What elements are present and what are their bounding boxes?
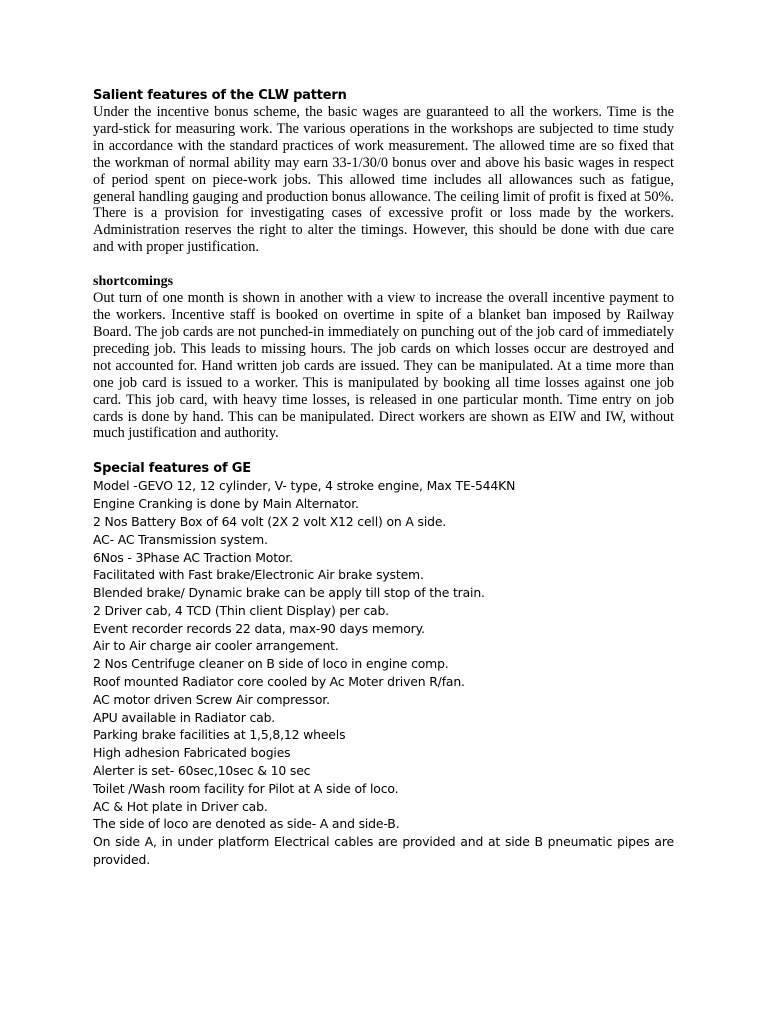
- section-heading-shortcomings: shortcomings: [93, 274, 174, 290]
- list-item: AC motor driven Screw Air compressor.: [93, 691, 330, 707]
- document-page: [93, 86, 674, 869]
- section-heading-clw-pattern: Salient features of the CLW pattern: [93, 88, 347, 103]
- list-item: 2 Nos Centrifuge cleaner on B side of loco in engine comp.: [93, 656, 449, 672]
- list-item: AC- AC Transmission system.: [93, 531, 268, 547]
- list-item: Event recorder records 22 data, max-90 days memory.: [93, 620, 425, 636]
- spacer: [93, 256, 674, 273]
- section-heading-special-features-ge: Special features of GE: [93, 461, 251, 477]
- feature-list: [93, 477, 674, 869]
- list-item: The side of loco are denoted as side- A and side-B.: [93, 816, 400, 832]
- list-item: 2 Driver cab, 4 TCD (Thin client Display) per cab.: [93, 602, 389, 618]
- list-item: On side A, in under platform Electrical cables are provided and at side B pneumatic pipes are provided.: [93, 834, 674, 868]
- list-item: High adhesion Fabricated bogies: [93, 745, 291, 761]
- list-item: 6Nos - 3Phase AC Traction Motor.: [93, 549, 293, 565]
- list-item: Facilitated with Fast brake/Electronic Air brake system.: [93, 567, 424, 583]
- list-item: Model -GEVO 12, 12 cylinder, V- type, 4 stroke engine, Max TE-544KN: [93, 478, 516, 494]
- list-item: Engine Cranking is done by Main Alternator.: [93, 496, 359, 512]
- list-item: AC & Hot plate in Driver cab.: [93, 798, 268, 814]
- paragraph-clw-pattern: Under the incentive bonus scheme, the basic wages are guaranteed to all the workers. Time is the yard-stick for measuring work. The various operations in the workshops are subjected to time study in accordance with the standard practices of work measurement. The allowed time are so fixed that the workman of normal ability may earn 33-1/30/0 bonus over and above his basic wages in respect of period spent on piece-work jobs. This allowed time includes all allowances such as fatigue, general handling gauging and production bonus allowance. The ceiling limit of profit is fixed at 50%. There is a provision for investigating cases of excessive profit or loss made by the workers. Administration reserves the right to alter the timings. However, this should be done with due care and with proper justification.: [93, 104, 674, 256]
- list-item: APU available in Radiator cab.: [93, 709, 276, 725]
- spacer: [93, 442, 674, 459]
- list-item: Toilet /Wash room facility for Pilot at A side of loco.: [93, 780, 399, 796]
- list-item: Blended brake/ Dynamic brake can be apply till stop of the train.: [93, 585, 485, 601]
- list-item: Parking brake facilities at 1,5,8,12 wheels: [93, 727, 346, 743]
- list-item: Alerter is set- 60sec,10sec & 10 sec: [93, 763, 311, 779]
- list-item: Roof mounted Radiator core cooled by Ac Moter driven R/fan.: [93, 674, 465, 690]
- paragraph-shortcomings: Out turn of one month is shown in another with a view to increase the overall incentive payment to the workers. Incentive staff is booked on overtime in spite of a blanket ban imposed by Railway Board. The job cards are not punched-in immediately on punching out of the job card of immediately preceding job. This leads to missing hours. The job cards on which losses occur are destroyed and not accounted for. Hand written job cards are issued. They can be manipulated. At a time more than one job card is issued to a worker. This is manipulated by booking all time losses against one job card. This job card, with heavy time losses, is released in one particular month. Time entry on job cards is done by hand. This can be manipulated. Direct workers are shown as EIW and IW, without much justification and authority.: [93, 290, 674, 442]
- list-item: Air to Air charge air cooler arrangement.: [93, 638, 339, 654]
- list-item: 2 Nos Battery Box of 64 volt (2X 2 volt X12 cell) on A side.: [93, 513, 447, 529]
